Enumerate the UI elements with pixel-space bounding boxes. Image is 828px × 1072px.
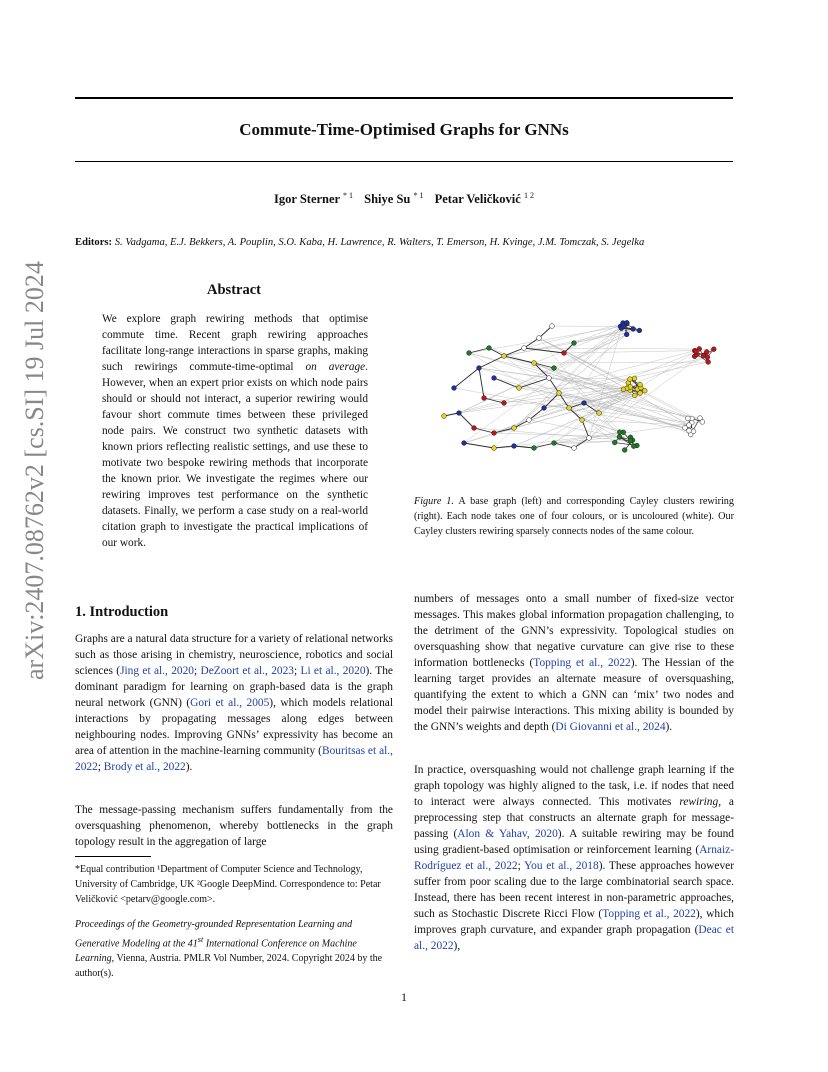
- graph-node: [472, 426, 477, 431]
- citation-link[interactable]: Topping et al., 2022: [602, 908, 696, 920]
- rewire-edge: [582, 420, 620, 432]
- base-edge: [504, 348, 524, 356]
- graph-node: [587, 436, 592, 441]
- text-run: , a preprocessing step that constructs an alternate graph for message-passing (: [414, 796, 734, 840]
- citation-link[interactable]: Gori et al., 2005: [190, 697, 270, 709]
- graph-node: [502, 354, 507, 359]
- text-run: . However, when an expert prior exists on which node pairs should or should not interact, a superior rewiring would favour short commute times between these privileged node pairs. We construct two synthetic datasets with known priors reflecting realistic settings, and use these to motivate two bespoke rewiring methods that incorporate the known prior. We investigate the regimes where our rewiring improves test performance on the synthetic datasets. Finally, we perform a case study on a real-world citation graph to investigate the practical implications of our work.: [102, 361, 368, 549]
- base-edge: [479, 368, 484, 398]
- graph-node: [612, 440, 617, 445]
- paper-title: Commute-Time-Optimised Graphs for GNNs: [239, 120, 569, 139]
- graph-node: [567, 406, 572, 411]
- rewire-edge: [524, 348, 714, 349]
- text-run: ),: [453, 940, 461, 952]
- graph-node: [527, 418, 532, 423]
- graph-node: [694, 349, 699, 354]
- rewire-edge: [574, 329, 633, 343]
- base-edge: [464, 443, 494, 448]
- graph-node: [632, 376, 637, 381]
- text-run: ), which improves graph curvature, and expander graph propagation (: [414, 908, 734, 936]
- base-edge: [459, 413, 474, 428]
- graph-node: [562, 351, 567, 356]
- graph-node: [617, 430, 622, 435]
- figure-caption: Figure 1. A base graph (left) and corresponding Cayley clusters rewiring (right). Each node takes one of four colours, or is uncoloured (white). Our Cayley clusters rewiring sparsely connects nodes of the same colour.: [414, 496, 734, 537]
- graph-node: [467, 351, 472, 356]
- footnote: *Equal contribution ¹Department of Computer Science and Technology, University of Cambridge, UK ²Google DeepMind. Correspondence to: Petar Veličković <petarv@google.com>.: [75, 864, 381, 905]
- text-run: ), which models relational interactions by propagating messages along edges between neighbouring nodes. Improving GNNs’ expressivity has become an area of attention in the machine-learning community (: [75, 697, 394, 757]
- base-edge: [529, 408, 544, 420]
- text-run: ;: [97, 761, 104, 773]
- graph-node: [628, 438, 633, 443]
- graph-node: [705, 355, 710, 360]
- graph-node: [597, 411, 602, 416]
- graph-node: [482, 396, 487, 401]
- base-edge: [539, 326, 552, 338]
- graph-node: [631, 326, 636, 331]
- author-3: Petar Veličković $^{1 2}$: [434, 191, 534, 207]
- intro-paragraph-1: [75, 631, 393, 775]
- graph-node: [580, 418, 585, 423]
- author-2: Shiye Su $^{* 1}$: [364, 191, 424, 207]
- author-1: Igor Sterner $^{* 1}$: [274, 191, 354, 207]
- citation-link[interactable]: Arnaiz-Rodríguez et al., 2022: [414, 844, 734, 872]
- graph-node: [442, 414, 447, 419]
- citation-link[interactable]: Deac et al., 2022: [414, 924, 735, 952]
- graph-node: [492, 431, 497, 436]
- graph-node: [502, 401, 507, 406]
- citation-link[interactable]: Li et al., 2020: [300, 665, 366, 677]
- text-run: , Vienna, Austria. PMLR Vol Number, 2024. Copyright 2024 by the author(s).: [75, 953, 383, 980]
- graph-node: [617, 434, 622, 439]
- title-rule: [75, 161, 733, 162]
- graph-node: [532, 361, 537, 366]
- base-edge: [469, 348, 489, 353]
- right-paragraph-2: [414, 762, 734, 954]
- graph-node: [687, 428, 692, 433]
- text-run: ).: [185, 761, 193, 773]
- graph-node: [572, 341, 577, 346]
- text-run: International Conference on Machine Learning: [75, 938, 357, 965]
- right-paragraph-1: [414, 591, 734, 735]
- graph-node: [517, 386, 522, 391]
- graph-node: [691, 429, 696, 434]
- base-edge: [454, 368, 479, 388]
- graph-node: [537, 336, 542, 341]
- base-edge: [484, 398, 504, 403]
- citation-link[interactable]: DeZoort et al., 2023: [200, 665, 294, 677]
- author-list: [75, 191, 733, 207]
- graph-node: [572, 446, 577, 451]
- graph-node: [512, 426, 517, 431]
- section-heading-introduction: 1. Introduction: [75, 604, 169, 620]
- citation-link[interactable]: Alon & Yahav, 2020: [457, 828, 558, 840]
- text-run: ;: [517, 860, 525, 872]
- citation-link[interactable]: Brody et al., 2022: [103, 761, 186, 773]
- citation-link[interactable]: Topping et al., 2022: [533, 657, 631, 669]
- arxiv-stamp: arXiv:2407.08762v2 [cs.SI] 19 Jul 2024: [20, 261, 49, 680]
- graph-node: [687, 423, 692, 428]
- graph-node: [628, 377, 633, 382]
- graph-node: [452, 386, 457, 391]
- graph-node: [522, 346, 527, 351]
- rewire-edge: [569, 323, 623, 408]
- graph-node: [624, 332, 629, 337]
- text-run: Graphs are a natural data structure for a variety of relational networks such as those arising in chemistry, neuroscience, robotics and social sciences (: [75, 633, 393, 677]
- graph-node: [552, 366, 557, 371]
- intro-paragraph-2: [75, 802, 393, 850]
- text-run: on average: [305, 361, 366, 373]
- text-run: ;: [193, 665, 201, 677]
- base-edge: [494, 378, 519, 388]
- text-run: We explore graph rewiring methods that optimise commute time. Recent graph rewiring approaches facilitate long-range interactions in sparse graphs, making such rewirings commute-time-optimal: [102, 313, 368, 373]
- abstract-text: [102, 311, 368, 551]
- text-run: ). The dominant paradigm for learning on graph-based data is the graph neural network (GNN) (: [75, 665, 393, 709]
- text-run: ). These approaches however suffer from poor scaling due to the large combinatorial search space. Instead, there has been recent interest in non-parametric approaches, such as Stochastic Discrete Ricci Flow (: [414, 860, 735, 920]
- text-run: ;: [293, 665, 301, 677]
- abstract-heading: Abstract: [207, 282, 261, 298]
- graph-node: [532, 446, 537, 451]
- graph-node: [624, 320, 629, 325]
- graph-node: [638, 382, 643, 387]
- citation-link[interactable]: Di Giovanni et al., 2024: [555, 721, 666, 733]
- graph-node: [487, 346, 492, 351]
- graph-node: [631, 444, 636, 449]
- footnote-rule: [75, 856, 151, 857]
- text-run: st: [197, 935, 204, 944]
- base-edge: [569, 408, 582, 420]
- graph-node: [547, 376, 552, 381]
- editors-line: Editors: S. Vadgama, E.J. Bekkers, A. Pouplin, S.O. Kaba, H. Lawrence, R. Walters, T. Emerson, H. Kvinge, J.M. Tomczak, S. Jegelka: [75, 237, 645, 248]
- graph-node: [457, 411, 462, 416]
- text-run: rewiring: [679, 796, 719, 808]
- text-run: Proceedings of the Geometry-grounded Representation Learning and Generative Modeling at the 41: [75, 919, 353, 950]
- graph-node: [700, 419, 705, 424]
- page-number: 1: [401, 990, 407, 1004]
- graph-node: [704, 350, 709, 355]
- base-edge: [479, 356, 504, 368]
- proceedings-note: [75, 917, 393, 981]
- graph-node: [550, 324, 555, 329]
- citation-link[interactable]: Jing et al., 2020: [120, 665, 194, 677]
- graph-node: [582, 401, 587, 406]
- graph-node: [492, 446, 497, 451]
- rewire-edge: [469, 353, 702, 422]
- graph-node: [686, 416, 691, 421]
- graph-node: [706, 360, 711, 365]
- graph-node: [512, 444, 517, 449]
- citation-link[interactable]: Bouritsas et al., 2022: [75, 745, 393, 773]
- top-rule: [75, 97, 733, 99]
- citation-link[interactable]: You et al., 2018: [524, 860, 599, 872]
- text-run: ). A suitable rewiring may be found using gradient-based optimisation or reinforcement learning (: [414, 828, 734, 856]
- text-run: ). The Hessian of the learning target provides an alternate measure of oversquashing, quantifying the extent to which a GNN can ‘mix’ two nodes and model their pairwise interactions. This mixing ability is bounded by the GNN’s weights and depth (: [414, 657, 734, 733]
- graph-node: [552, 441, 557, 446]
- figure-1-graph: [434, 308, 734, 488]
- text-run: In practice, oversquashing would not challenge graph learning if the graph topology was highly aligned to the task, i.e. if nodes that need to interact were always connected. This motivates: [414, 764, 734, 808]
- text-run: The message-passing mechanism suffers fundamentally from the oversquashing phenomenon, whereby bottlenecks in the graph topology result in the aggregation of large: [75, 804, 393, 848]
- graph-node: [542, 406, 547, 411]
- graph-node: [637, 328, 642, 333]
- graph-node: [492, 376, 497, 381]
- graph-node: [622, 448, 627, 453]
- graph-node: [632, 393, 637, 398]
- graph-node: [462, 441, 467, 446]
- graph-node: [557, 391, 562, 396]
- text-run: numbers of messages onto a small number of fixed-size vector messages. This makes global information propagation challenging, to the detriment of the GNN’s expressivity. Topological studies on oversquashing show that negative curvature can give rise to these information bottlenecks (: [414, 593, 734, 669]
- base-edge: [494, 428, 514, 433]
- text-run: ).: [665, 721, 673, 733]
- graph-node: [477, 366, 482, 371]
- graph-node: [711, 347, 716, 352]
- graph-node: [621, 387, 626, 392]
